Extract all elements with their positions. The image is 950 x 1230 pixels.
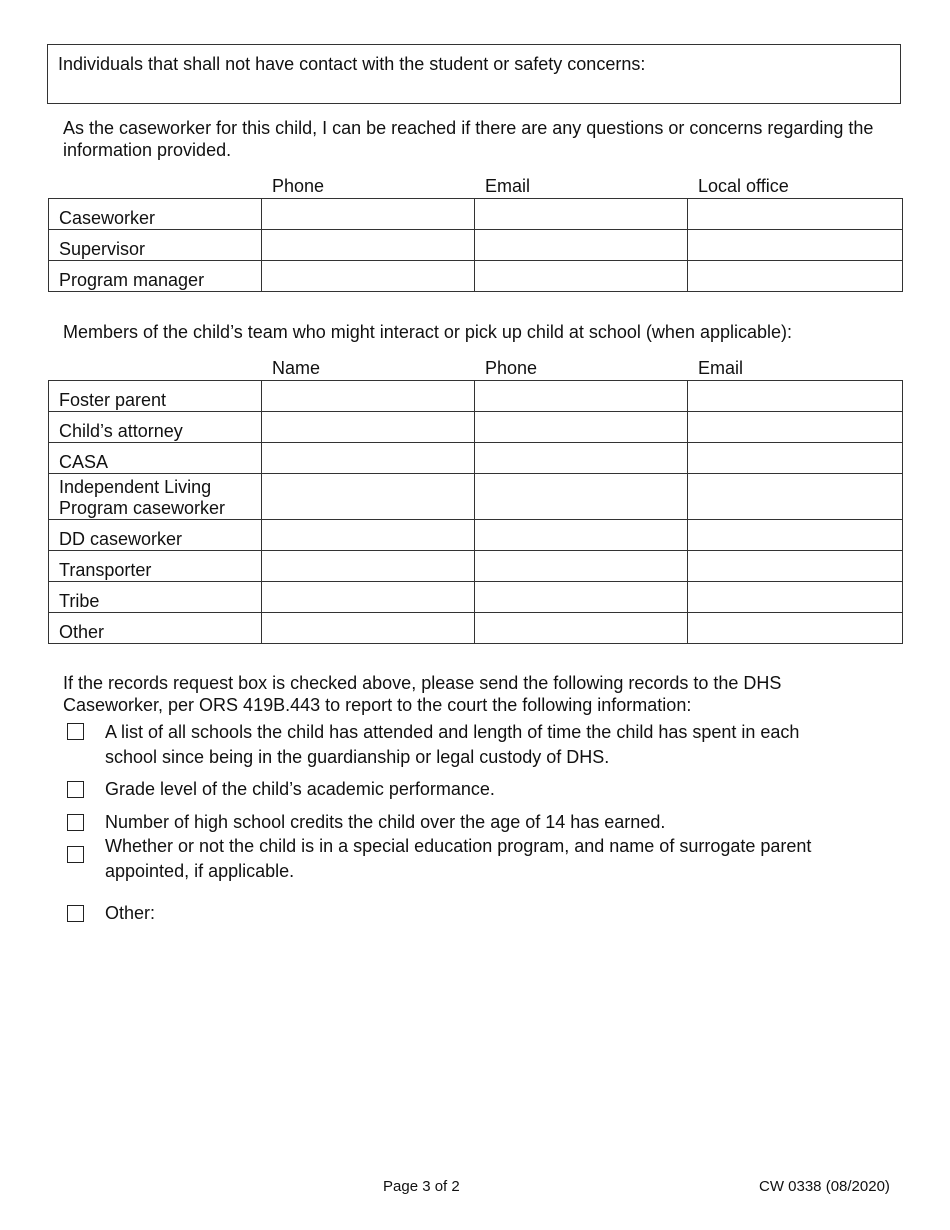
- dd-caseworker-email-cell[interactable]: [688, 520, 903, 551]
- team-table: [48, 380, 903, 644]
- foster-parent-phone-cell[interactable]: [475, 381, 688, 412]
- independent-living-name-cell[interactable]: [262, 474, 475, 520]
- foster-parent-email-cell[interactable]: [688, 381, 903, 412]
- table-row: [49, 412, 903, 443]
- records-intro: If the records request box is checked above, please send the following records to the DHS Caseworker, per ORS 419B.443 to report to the court the following information:: [63, 673, 782, 715]
- childs-attorney-name-cell[interactable]: [262, 412, 475, 443]
- supervisor-phone-cell[interactable]: [262, 230, 475, 261]
- table-row: [49, 230, 903, 261]
- safety-concerns-field[interactable]: [47, 44, 901, 104]
- other-records-label: Other:: [105, 903, 156, 923]
- tribe-name-cell[interactable]: [262, 582, 475, 613]
- table-row: [49, 443, 903, 474]
- dd-caseworker-phone-cell[interactable]: [475, 520, 688, 551]
- schools-list-checkbox[interactable]: [67, 723, 84, 740]
- casa-name-cell[interactable]: [262, 443, 475, 474]
- caseworker-intro: As the caseworker for this child, I can be reached if there are any questions or concerns regarding the information provided.: [63, 118, 874, 160]
- supervisor-email-cell[interactable]: [475, 230, 688, 261]
- contact-header-local-office: Local office: [698, 176, 789, 196]
- program-manager-email-cell[interactable]: [475, 261, 688, 292]
- special-education-checkbox[interactable]: [67, 846, 84, 863]
- transporter-phone-cell[interactable]: [475, 551, 688, 582]
- program-manager-phone-cell[interactable]: [262, 261, 475, 292]
- program-manager-office-cell[interactable]: [688, 261, 903, 292]
- grade-level-label: Grade level of the child’s academic performance.: [105, 779, 495, 799]
- tribe-phone-cell[interactable]: [475, 582, 688, 613]
- row-label-tribe: Tribe: [49, 582, 262, 613]
- other-email-cell[interactable]: [688, 613, 903, 644]
- team-header-name: Name: [272, 358, 321, 378]
- transporter-email-cell[interactable]: [688, 551, 903, 582]
- row-label-foster-parent: Foster parent: [49, 381, 262, 412]
- table-row: [49, 582, 903, 613]
- team-intro: Members of the child’s team who might interact or pick up child at school (when applicable):: [63, 322, 793, 342]
- row-label-transporter: Transporter: [49, 551, 262, 582]
- casa-phone-cell[interactable]: [475, 443, 688, 474]
- row-label-casa: CASA: [49, 443, 262, 474]
- other-records-checkbox[interactable]: [67, 905, 84, 922]
- independent-living-phone-cell[interactable]: [475, 474, 688, 520]
- table-row: [49, 613, 903, 644]
- row-label-caseworker: Caseworker: [49, 199, 262, 230]
- caseworker-office-cell[interactable]: [688, 199, 903, 230]
- row-label-childs-attorney: Child’s attorney: [49, 412, 262, 443]
- row-label-program-manager: Program manager: [49, 261, 262, 292]
- form-identifier: CW 0338 (08/2020): [759, 1178, 890, 1195]
- table-row: [49, 551, 903, 582]
- table-row: [49, 381, 903, 412]
- row-label-other: Other: [49, 613, 262, 644]
- caseworker-phone-cell[interactable]: [262, 199, 475, 230]
- table-row: [49, 261, 903, 292]
- transporter-name-cell[interactable]: [262, 551, 475, 582]
- table-row: [49, 474, 903, 520]
- special-education-label: Whether or not the child is in a special education program, and name of surrogate parent appointed, if applicable.: [105, 836, 812, 881]
- childs-attorney-email-cell[interactable]: [688, 412, 903, 443]
- safety-concerns-label: Individuals that shall not have contact with the student or safety concerns:: [58, 54, 646, 74]
- table-row: [49, 199, 903, 230]
- row-label-supervisor: Supervisor: [49, 230, 262, 261]
- supervisor-office-cell[interactable]: [688, 230, 903, 261]
- row-label-dd-caseworker: DD caseworker: [49, 520, 262, 551]
- other-name-cell[interactable]: [262, 613, 475, 644]
- contact-header-phone: Phone: [272, 176, 325, 196]
- contact-header-email: Email: [485, 176, 531, 196]
- table-row: [49, 520, 903, 551]
- foster-parent-name-cell[interactable]: [262, 381, 475, 412]
- team-header-email: Email: [698, 358, 744, 378]
- credits-label: Number of high school credits the child over the age of 14 has earned.: [105, 812, 666, 832]
- caseworker-email-cell[interactable]: [475, 199, 688, 230]
- team-header-phone: Phone: [485, 358, 538, 378]
- independent-living-email-cell[interactable]: [688, 474, 903, 520]
- tribe-email-cell[interactable]: [688, 582, 903, 613]
- contact-table: [48, 198, 903, 292]
- page-number: Page 3 of 2: [383, 1178, 460, 1195]
- childs-attorney-phone-cell[interactable]: [475, 412, 688, 443]
- grade-level-checkbox[interactable]: [67, 781, 84, 798]
- casa-email-cell[interactable]: [688, 443, 903, 474]
- dd-caseworker-name-cell[interactable]: [262, 520, 475, 551]
- row-label-independent-living: Independent Living Program caseworker: [49, 474, 262, 520]
- schools-list-label: A list of all schools the child has attended and length of time the child has spent in each school since being in the guardianship or legal custody of DHS.: [105, 722, 800, 767]
- credits-checkbox[interactable]: [67, 814, 84, 831]
- other-phone-cell[interactable]: [475, 613, 688, 644]
